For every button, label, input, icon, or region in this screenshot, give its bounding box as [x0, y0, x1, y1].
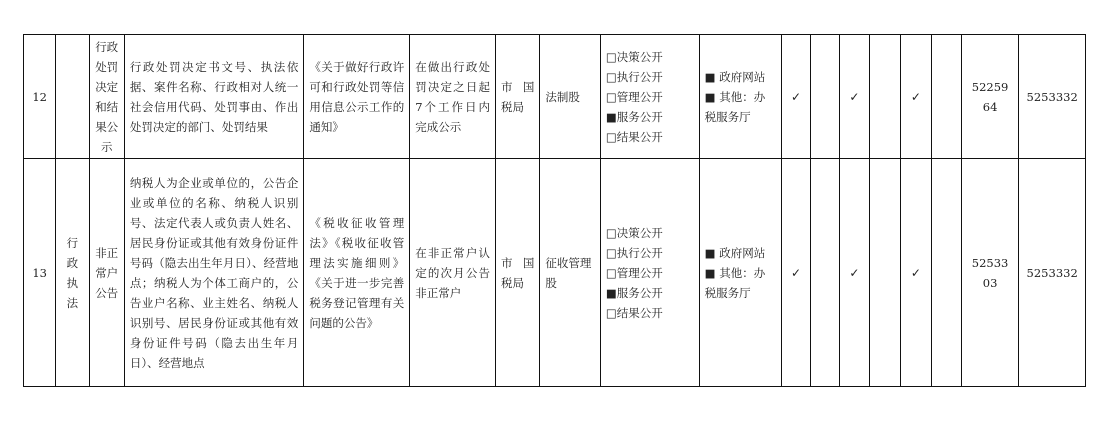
table-row	[24, 35, 1086, 159]
openness-option: □决策公开	[605, 225, 663, 240]
openness-option: □结果公开	[605, 305, 663, 320]
check-mark: ✓	[782, 35, 810, 159]
phone-cell: 5253303	[961, 159, 1018, 387]
channel-cell	[699, 35, 782, 159]
category-cell: 行政执法	[56, 159, 89, 387]
row-number: 13	[24, 159, 56, 387]
content-cell: 纳税人为企业或单位的，公告企业或单位的名称、纳税人识别号、法定代表人或负责人姓名、居民身份证或其他有效身份证件号码（隐去出生年月日）、经营地点；纳税人为个体工商户的，公告业户名称、业主姓名、纳税人识别号、居民身份证或其他有效身份证件号码（隐去出生年月日）、经营地点	[124, 159, 304, 387]
table-row	[24, 159, 1086, 387]
empty-cell	[870, 35, 901, 159]
empty-cell	[810, 159, 839, 387]
channel-option: ■ 其他：办税服务厅	[704, 89, 766, 124]
phone-cell: 5225964	[961, 35, 1018, 159]
empty-cell	[870, 159, 901, 387]
item-cell: 行政处罚决定和结果公示	[89, 35, 124, 159]
empty-cell	[931, 159, 961, 387]
department-cell: 法制股	[540, 35, 601, 159]
openness-option: □管理公开	[605, 265, 663, 280]
category-cell	[56, 35, 89, 159]
openness-option: □决策公开	[605, 49, 663, 64]
check-mark: ✓	[901, 159, 931, 387]
openness-option: □执行公开	[605, 69, 663, 84]
openness-option: □结果公开	[605, 129, 663, 144]
timing-cell: 在非正常户认定的次月公告非正常户	[410, 159, 496, 387]
openness-option: ■服务公开	[605, 285, 663, 300]
department-cell: 征收管理股	[540, 159, 601, 387]
basis-cell: 《关于做好行政许可和行政处罚等信用信息公示工作的通知》	[304, 35, 410, 159]
channel-cell	[699, 159, 782, 387]
openness-option: □执行公开	[605, 245, 663, 260]
openness-option: ■服务公开	[605, 109, 663, 124]
empty-cell	[810, 35, 839, 159]
openness-cell	[600, 159, 699, 387]
phone-cell: 5253332	[1019, 35, 1086, 159]
check-mark: ✓	[839, 159, 869, 387]
subject-cell: 市国税局	[495, 35, 539, 159]
timing-cell: 在做出行政处罚决定之日起7个工作日内完成公示	[410, 35, 496, 159]
content-cell: 行政处罚决定书文号、执法依据、案件名称、行政相对人统一社会信用代码、处罚事由、作出处罚决定的部门、处罚结果	[124, 35, 304, 159]
channel-option: ■ 其他：办税服务厅	[704, 265, 766, 300]
openness-option: □管理公开	[605, 89, 663, 104]
channel-option: ■ 政府网站	[704, 69, 766, 84]
check-mark: ✓	[782, 159, 810, 387]
openness-cell	[600, 35, 699, 159]
channel-option: ■ 政府网站	[704, 245, 766, 260]
disclosure-table	[23, 34, 1086, 387]
row-number: 12	[24, 35, 56, 159]
basis-cell: 《税收征收管理法》《税收征收管理法实施细则》《关于进一步完善税务登记管理有关问题的公告》	[304, 159, 410, 387]
empty-cell	[931, 35, 961, 159]
subject-cell: 市国税局	[495, 159, 539, 387]
phone-cell: 5253332	[1019, 159, 1086, 387]
check-mark: ✓	[901, 35, 931, 159]
check-mark: ✓	[839, 35, 869, 159]
item-cell: 非正常户公告	[89, 159, 124, 387]
